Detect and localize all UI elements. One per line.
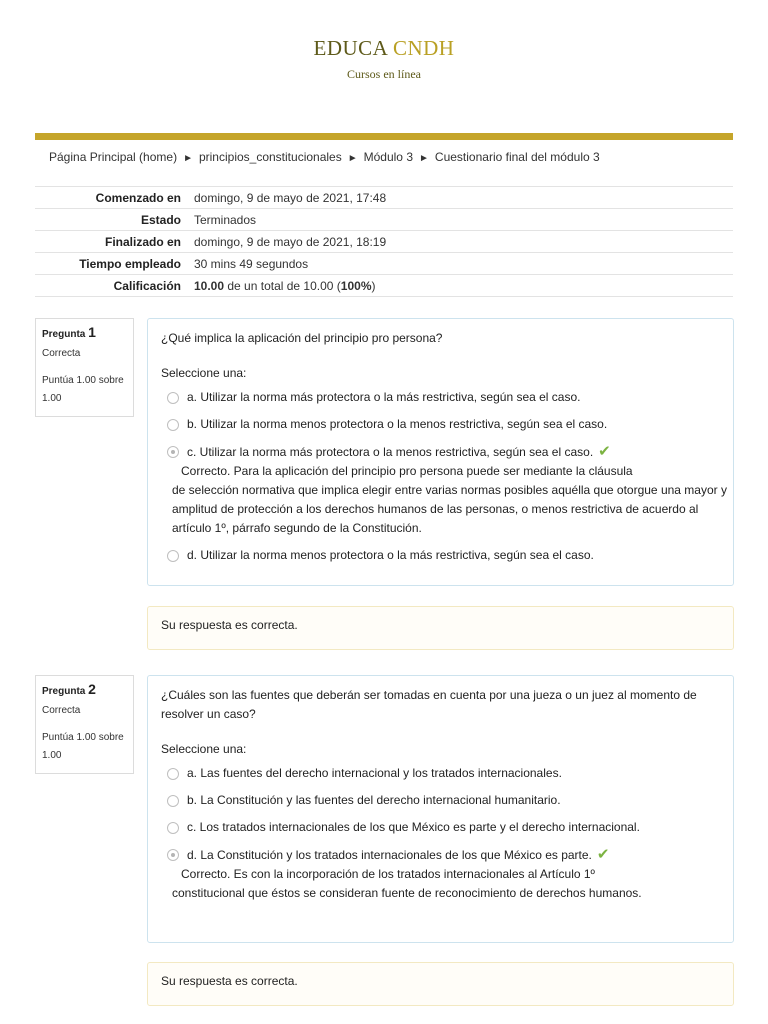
summary-label: Calificación [35, 275, 194, 297]
radio-button[interactable] [167, 550, 179, 562]
question-label: Pregunta [42, 686, 86, 697]
radio-button[interactable] [167, 768, 179, 780]
answer-option-b[interactable] [167, 791, 733, 810]
attempt-summary-table [35, 186, 733, 297]
site-name-part2: CNDH [392, 36, 455, 60]
grade-total-text: de un total de 10.00 ( [224, 278, 341, 293]
answer-option-d[interactable] [167, 546, 733, 565]
grade-percent: 100% [340, 278, 372, 293]
radio-button[interactable] [167, 795, 179, 807]
summary-label: Finalizado en [35, 231, 194, 253]
question-score: Puntúa 1.00 sobre 1.00 [42, 375, 124, 404]
grade-close-paren: ) [371, 278, 376, 293]
breadcrumb-separator: ► [183, 153, 193, 164]
question-number [42, 324, 133, 340]
summary-row [35, 275, 733, 297]
answer-option-c[interactable] [167, 442, 733, 538]
breadcrumb-separator: ► [347, 153, 358, 164]
select-one-label: Seleccione una: [161, 366, 247, 380]
header-divider [35, 133, 733, 140]
option-text: c. Utilizar la norma más protectora o la menos restrictiva, según sea el caso. [187, 445, 594, 459]
summary-value: domingo, 9 de mayo de 2021, 18:19 [194, 231, 733, 253]
site-logo[interactable] [0, 36, 768, 61]
radio-button[interactable] [167, 419, 179, 431]
summary-value: Terminados [194, 209, 733, 231]
question-text: ¿Qué implica la aplicación del principio pro persona? [161, 331, 443, 345]
answer-option-d[interactable] [167, 845, 733, 903]
question-info-1 [35, 318, 134, 417]
breadcrumb-separator: ► [419, 153, 429, 164]
response-feedback-2 [147, 962, 734, 1006]
question-number [42, 681, 133, 697]
summary-value: domingo, 9 de mayo de 2021, 17:48 [194, 187, 733, 209]
answer-option-b[interactable] [167, 415, 733, 434]
answer-option-a[interactable] [167, 764, 733, 783]
response-feedback-1 [147, 606, 734, 650]
feedback-text-continued: constitucional que éstos se consideran fuente de reconocimiento de derechos humanos. [172, 886, 642, 900]
breadcrumb [49, 150, 600, 164]
select-one-label: Seleccione una: [161, 742, 247, 756]
question-index: 1 [88, 324, 96, 340]
summary-label: Estado [35, 209, 194, 231]
radio-button-selected[interactable] [167, 849, 179, 861]
answer-option-a[interactable] [167, 388, 733, 407]
site-subtitle: Cursos en línea [347, 67, 421, 81]
question-label: Pregunta [42, 329, 86, 340]
option-text: c. Los tratados internacionales de los que México es parte y el derecho internacional. [187, 820, 640, 834]
option-text: a. Las fuentes del derecho internacional y los tratados internacionales. [187, 766, 562, 780]
check-icon: ✔ [596, 846, 610, 863]
breadcrumb-course[interactable]: principios_constitucionales [198, 150, 342, 164]
question-score: Puntúa 1.00 sobre 1.00 [42, 732, 124, 761]
summary-row [35, 231, 733, 253]
question-state: Correcta [42, 705, 81, 716]
summary-label: Comenzado en [35, 187, 194, 209]
option-text: b. Utilizar la norma menos protectora o la menos restrictiva, según sea el caso. [187, 417, 608, 431]
radio-button-selected[interactable] [167, 446, 179, 458]
feedback-text: Correcto. Es con la incorporación de los tratados internacionales al Artículo 1º [181, 867, 595, 881]
grade-value [194, 275, 733, 297]
breadcrumb-quiz[interactable]: Cuestionario final del módulo 3 [434, 150, 600, 164]
question-info-2 [35, 675, 134, 774]
summary-row [35, 253, 733, 275]
option-text: b. La Constitución y las fuentes del derecho internacional humanitario. [187, 793, 561, 807]
question-index: 2 [88, 681, 96, 697]
summary-row [35, 187, 733, 209]
breadcrumb-module[interactable]: Módulo 3 [363, 150, 413, 164]
summary-row [35, 209, 733, 231]
summary-label: Tiempo empleado [35, 253, 194, 275]
site-name-part1: EDUCA [313, 36, 388, 60]
question-content-1 [147, 318, 734, 586]
feedback-text: Correcto. Para la aplicación del principio pro persona puede ser mediante la cláusula [181, 464, 633, 478]
radio-button[interactable] [167, 822, 179, 834]
option-text: d. La Constitución y los tratados internacionales de los que México es parte. [187, 848, 592, 862]
option-text: a. Utilizar la norma más protectora o la más restrictiva, según sea el caso. [187, 390, 581, 404]
breadcrumb-home[interactable]: Página Principal (home) [49, 150, 178, 164]
summary-value: 30 mins 49 segundos [194, 253, 733, 275]
radio-button[interactable] [167, 392, 179, 404]
answer-option-c[interactable] [167, 818, 733, 837]
check-icon: ✔ [598, 443, 611, 460]
grade-score: 10.00 [194, 278, 225, 293]
option-text: d. Utilizar la norma menos protectora o la más restrictiva, según sea el caso. [187, 548, 594, 562]
response-text: Su respuesta es correcta. [161, 974, 298, 988]
feedback-text-continued: de selección normativa que implica elegir entre varias normas posibles aquélla que otorgue una mayor y amplitud de protección a los derechos humanos de las personas, o menos restrictiva de acuerdo al artículo 1º, párrafo segundo de la Constitución. [172, 483, 727, 535]
question-state: Correcta [42, 348, 81, 359]
response-text: Su respuesta es correcta. [161, 618, 298, 632]
question-text: ¿Cuáles son las fuentes que deberán ser tomadas en cuenta por una jueza o un juez al momento de resolver un caso? [161, 688, 697, 721]
question-content-2 [147, 675, 734, 943]
